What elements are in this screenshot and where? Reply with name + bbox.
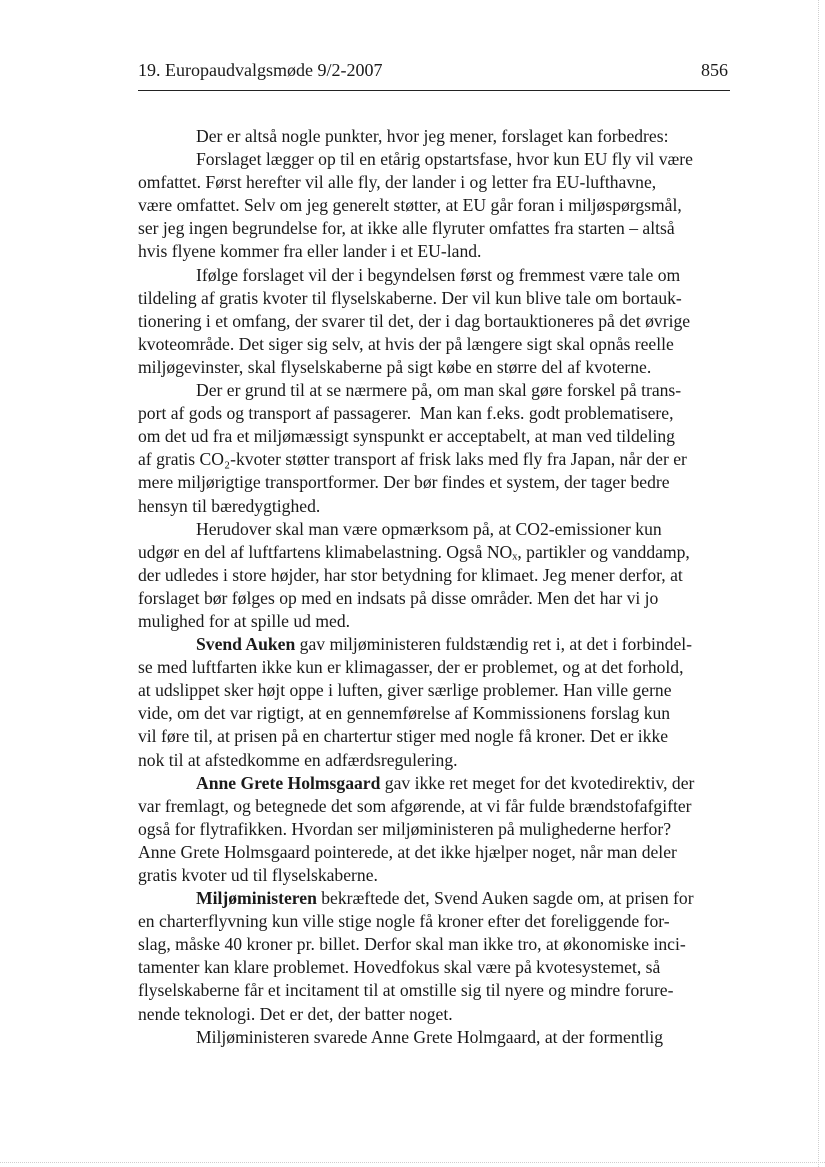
line-text: tamenter kan klare problemet. Hovedfokus skal være på kvotesystemet, så (138, 957, 661, 978)
line-text: Ifølge forslaget vil der i begyndelsen først og fremmest være tale om (196, 264, 681, 285)
paragraph (138, 887, 738, 1026)
line-text: forslaget bør følges op med en indsats på disse områder. Men det har vi jo (138, 587, 659, 608)
line-text: mulighed for at spille ud med. (138, 610, 351, 631)
text-line (138, 587, 738, 610)
text-line (138, 864, 738, 887)
text-line (138, 125, 738, 148)
line-text: Anne Grete Holmsgaard pointerede, at det ikke hjælper noget, når man deler (138, 841, 677, 862)
text-line (138, 749, 738, 772)
scan-edge-bottom (0, 1162, 825, 1163)
line-text: hvis flyene kommer fra eller lander i et EU-land. (138, 241, 482, 262)
text-line (138, 956, 738, 979)
line-text: også for flytrafikken. Hvordan ser miljøministeren på mulighederne herfor? (138, 818, 672, 839)
line-text: Miljøministeren svarede Anne Grete Holmgaard, at der formentlig (196, 1026, 664, 1047)
line-text: en charterflyvning kun ville stige nogle få kroner efter det foreliggende for- (138, 911, 670, 932)
line-text: Forslaget lægger op til en etårig opstartsfase, hvor kun EU fly vil være (196, 149, 693, 170)
text-line (138, 194, 738, 217)
line-text: kvoteområde. Det siger sig selv, at hvis der på længere sigt skal opnås reelle (138, 333, 674, 354)
line-text: om det ud fra et miljømæssigt synspunkt er acceptabelt, at man ved tildeling (138, 426, 675, 447)
line-text: miljøgevinster, skal flyselskaberne på sigt købe en større del af kvoterne. (138, 356, 652, 377)
text-line (138, 287, 738, 310)
text-line (138, 772, 738, 795)
line-text: var fremlagt, og betegnede det som afgørende, at vi får fulde brændstofafgifter (138, 795, 692, 816)
line-text: flyselskaberne får et incitament til at omstille sig til nyere og mindre forure- (138, 980, 674, 1001)
paragraph (138, 379, 738, 518)
text-line (138, 217, 738, 240)
line-text: Herudover skal man være opmærksom på, at CO2-emissioner kun (196, 518, 662, 539)
text-line (138, 564, 738, 587)
text-line (138, 795, 738, 818)
line-text: mere miljørigtige transportformer. Der bør findes et system, der tager bedre (138, 472, 670, 493)
text-line (138, 264, 738, 287)
line-text: gratis kvoter ud til flyselskaberne. (138, 865, 378, 885)
paragraph (138, 1026, 738, 1049)
text-line (138, 356, 738, 379)
line-text: se med luftfarten ikke kun er klimagasser, der er problemet, og at det forhold, (138, 657, 684, 678)
text-line (138, 541, 738, 564)
paragraph (138, 518, 738, 633)
text-line (138, 518, 738, 541)
text-line (138, 610, 738, 633)
line-text: slag, måske 40 kroner pr. billet. Derfor skal man ikke tro, at økonomiske inci- (138, 934, 686, 955)
line-text: bekræftede det, Svend Auken sagde om, at prisen for (316, 888, 694, 909)
text-line (138, 310, 738, 333)
paragraph (138, 264, 738, 379)
text-line (138, 933, 738, 956)
paragraph (138, 125, 738, 148)
header-title: 19. Europaudvalgsmøde 9/2-2007 (138, 60, 383, 80)
text-line (138, 148, 738, 171)
line-text: gav ikke ret meget for det kvotedirektiv, der (380, 772, 695, 793)
paragraph (138, 148, 738, 263)
line-text: nok til at afstedkomme en adfærdsregulering. (138, 749, 458, 770)
text-line (138, 633, 738, 656)
line-text: der udledes i store højder, har stor betydning for klimaet. Jeg mener derfor, at (138, 564, 683, 585)
line-text: udgør en del af luftfartens klimabelastning. Også NOₓ, partikler og vanddamp, (138, 541, 690, 562)
line-text: hensyn til bæredygtighed. (138, 495, 321, 516)
page-number: 856 (701, 60, 728, 80)
line-text: være omfattet. Selv om jeg generelt støtter, at EU går foran i miljøspørgsmål, (138, 195, 682, 216)
text-line (138, 702, 738, 725)
line-text: ser jeg ingen begrundelse for, at ikke alle flyruter omfattes fra starten – altså (138, 218, 675, 239)
line-text: gav miljøministeren fuldstændig ret i, at det i forbindel- (295, 634, 693, 655)
text-line (138, 333, 738, 356)
line-text: nende teknologi. Det er det, der batter noget. (138, 1003, 453, 1024)
line-text: tildeling af gratis kvoter til flyselskaberne. Der vil kun blive tale om bortauk- (138, 287, 682, 308)
text-line (138, 1026, 738, 1049)
line-text: af gratis CO₂-kvoter støtter transport af frisk laks med fly fra Japan, når der er (138, 449, 687, 470)
text-line (138, 656, 738, 679)
text-line (138, 841, 738, 864)
text-line (138, 818, 738, 841)
paragraph (138, 633, 738, 772)
line-text: vide, om det var rigtigt, at en gennemførelse af Kommissionens forslag kun (138, 703, 671, 724)
text-line (138, 425, 738, 448)
line-text: port af gods og transport af passagerer. Man kan f.eks. godt problematisere, (138, 403, 674, 424)
text-line (138, 402, 738, 425)
text-line (138, 240, 738, 263)
text-line (138, 471, 738, 494)
text-line (138, 171, 738, 194)
line-text: omfattet. Først herefter vil alle fly, der lander i og letter fra EU-lufthavne, (138, 172, 657, 193)
speaker-name: Miljøministeren (196, 888, 317, 909)
text-line (138, 979, 738, 1002)
text-line (138, 910, 738, 933)
text-line (138, 495, 738, 518)
line-text: vil føre til, at prisen på en chartertur stiger med nogle få kroner. Det er ikke (138, 726, 669, 747)
text-line (138, 379, 738, 402)
text-line (138, 1003, 738, 1026)
scan-edge-right (818, 0, 819, 1167)
page-header (138, 58, 730, 91)
line-text: at udslippet sker højt oppe i luften, giver særlige problemer. Han ville gerne (138, 680, 672, 701)
text-line (138, 679, 738, 702)
paragraph (138, 772, 738, 887)
line-text: Der er altså nogle punkter, hvor jeg mener, forslaget kan forbedres: (196, 126, 669, 146)
text-line (138, 448, 738, 471)
text-line (138, 887, 738, 910)
speaker-name: Anne Grete Holmsgaard (196, 772, 381, 793)
document-body (138, 125, 738, 1049)
line-text: tionering i et omfang, der svarer til det, der i dag bortauktioneres på det øvrige (138, 310, 691, 331)
line-text: Der er grund til at se nærmere på, om man skal gøre forskel på trans- (196, 380, 682, 401)
text-line (138, 725, 738, 748)
speaker-name: Svend Auken (196, 634, 296, 655)
